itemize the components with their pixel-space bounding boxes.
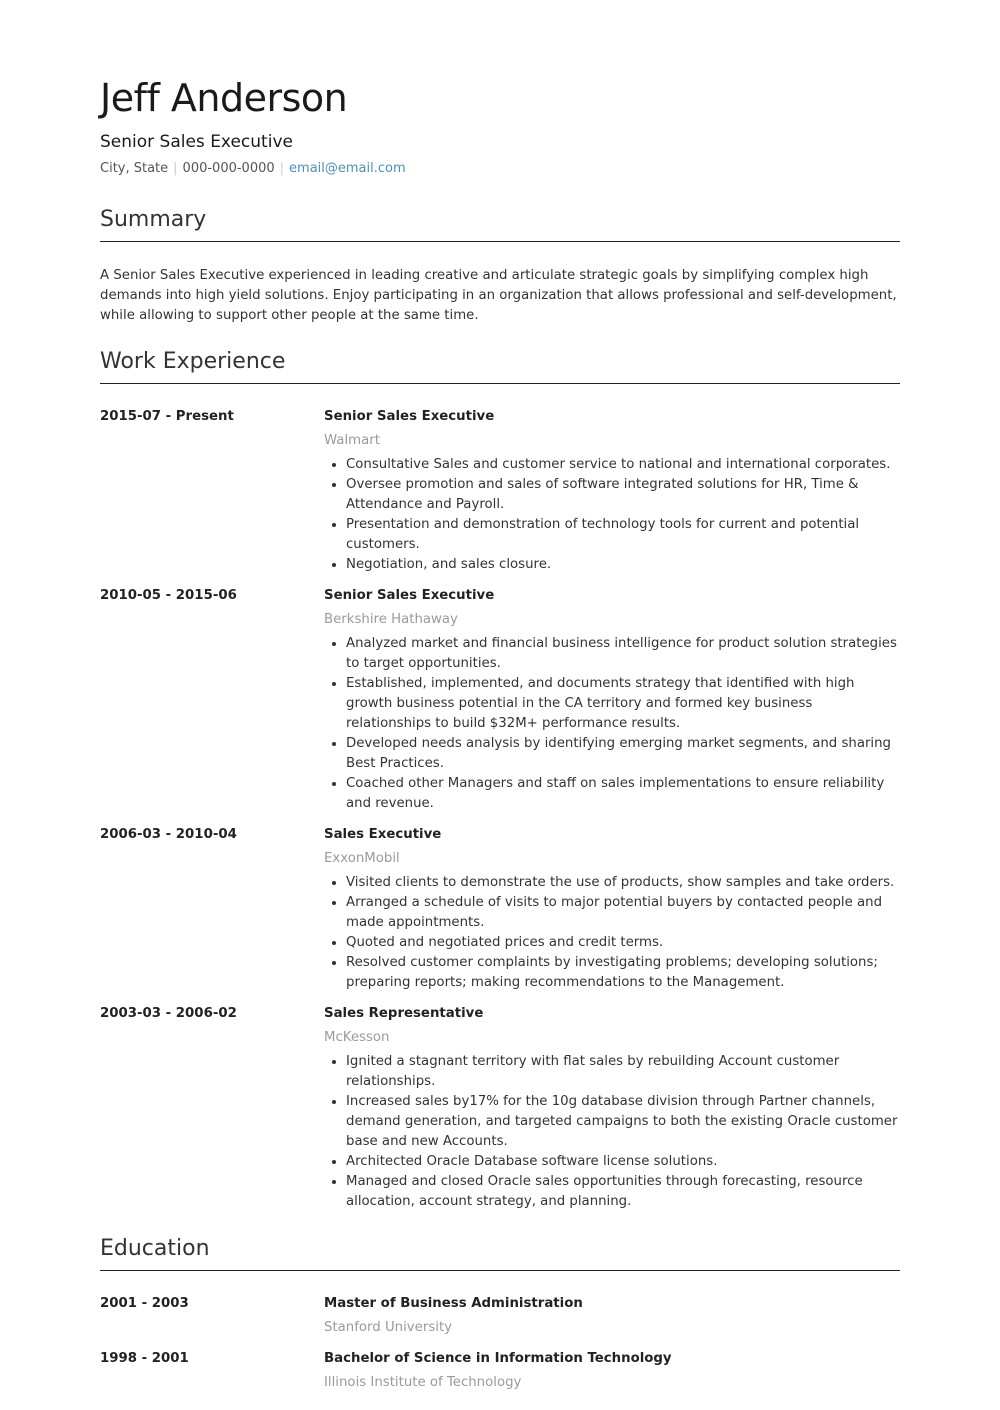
- job-bullet: • Consultative Sales and customer service to national and international corporates.: [346, 455, 900, 475]
- education-degree: Bachelor of Science in Information Technology: [324, 1351, 672, 1366]
- job-company: Walmart: [324, 433, 380, 448]
- education-school: Stanford University: [324, 1320, 453, 1335]
- job-bullet: • Ignited a stagnant territory with flat sales by rebuilding Account customer relationships.: [346, 1052, 900, 1092]
- job-company: Berkshire Hathaway: [324, 612, 458, 627]
- job-company: McKesson: [324, 1030, 390, 1045]
- job-dates: 2010-05 - 2015-06: [100, 588, 237, 603]
- job-bullet: • Developed needs analysis by identifying emerging market segments, and sharing Best Practices.: [346, 734, 900, 774]
- job-bullet-list: [324, 1052, 900, 1212]
- job-bullet-list: [324, 634, 900, 814]
- section-title-education: Education: [100, 1234, 900, 1271]
- job-bullet: • Resolved customer complaints by investigating problems; developing solutions; preparing reports; making recommendations to the Management.: [346, 953, 900, 993]
- contact-line: [100, 159, 406, 179]
- summary-text: A Senior Sales Executive experienced in leading creative and articulate strategic goals by simplifying complex high demands into high yield solutions. Enjoy participating in an organization that allows professional and self-development, while allowing to support other people at the same time.: [100, 268, 897, 323]
- contact-location: City, State: [100, 161, 169, 176]
- job-bullet: • Increased sales by17% for the 10g database division through Partner channels, demand generation, and targeted campaigns to both the existing Oracle customer base and new Accounts.: [346, 1092, 900, 1152]
- candidate-name: Jeff Anderson: [100, 76, 348, 120]
- job-role: Senior Sales Executive: [324, 588, 495, 603]
- education-dates: 1998 - 2001: [100, 1351, 189, 1366]
- contact-email-link[interactable]: email@email.com: [289, 161, 406, 176]
- job-bullet: • Quoted and negotiated prices and credit terms.: [346, 933, 900, 953]
- job-role: Senior Sales Executive: [324, 409, 495, 424]
- contact-phone: 000-000-0000: [182, 161, 275, 176]
- job-role: Sales Executive: [324, 827, 442, 842]
- job-bullet: • Established, implemented, and documents strategy that identified with high growth business potential in the CA territory and formed key business relationships to build $32M+ performance results.: [346, 674, 900, 734]
- job-bullet: • Managed and closed Oracle sales opportunities through forecasting, resource allocation, account strategy, and planning.: [346, 1172, 900, 1212]
- job-dates: 2006-03 - 2010-04: [100, 827, 237, 842]
- job-bullet: • Analyzed market and financial business intelligence for product solution strategies to target opportunities.: [346, 634, 900, 674]
- education-dates: 2001 - 2003: [100, 1296, 189, 1311]
- education-degree: Master of Business Administration: [324, 1296, 583, 1311]
- job-bullet: • Oversee promotion and sales of software integrated solutions for HR, Time & Attendance and Payroll.: [346, 475, 900, 515]
- job-bullet-list: [324, 455, 900, 575]
- job-bullet: • Coached other Managers and staff on sales implementations to ensure reliability and revenue.: [346, 774, 900, 814]
- section-title-summary: Summary: [100, 205, 900, 242]
- contact-separator: |: [173, 161, 178, 176]
- job-company: ExxonMobil: [324, 851, 400, 866]
- contact-separator: |: [279, 161, 285, 176]
- candidate-headline: Senior Sales Executive: [100, 132, 293, 152]
- job-bullet: • Arranged a schedule of visits to major potential buyers by contacted people and made appointments.: [346, 893, 900, 933]
- job-bullet: • Architected Oracle Database software license solutions.: [346, 1152, 900, 1172]
- job-role: Sales Representative: [324, 1006, 484, 1021]
- job-dates: 2003-03 - 2006-02: [100, 1006, 237, 1021]
- job-dates: 2015-07 - Present: [100, 409, 234, 424]
- education-school: Illinois Institute of Technology: [324, 1375, 522, 1390]
- job-bullet: • Visited clients to demonstrate the use of products, show samples and take orders.: [346, 873, 900, 893]
- job-bullet-list: [324, 873, 900, 993]
- job-bullet: • Negotiation, and sales closure.: [346, 555, 900, 575]
- section-title-work-experience: Work Experience: [100, 347, 900, 384]
- job-bullet: • Presentation and demonstration of technology tools for current and potential customers.: [346, 515, 900, 555]
